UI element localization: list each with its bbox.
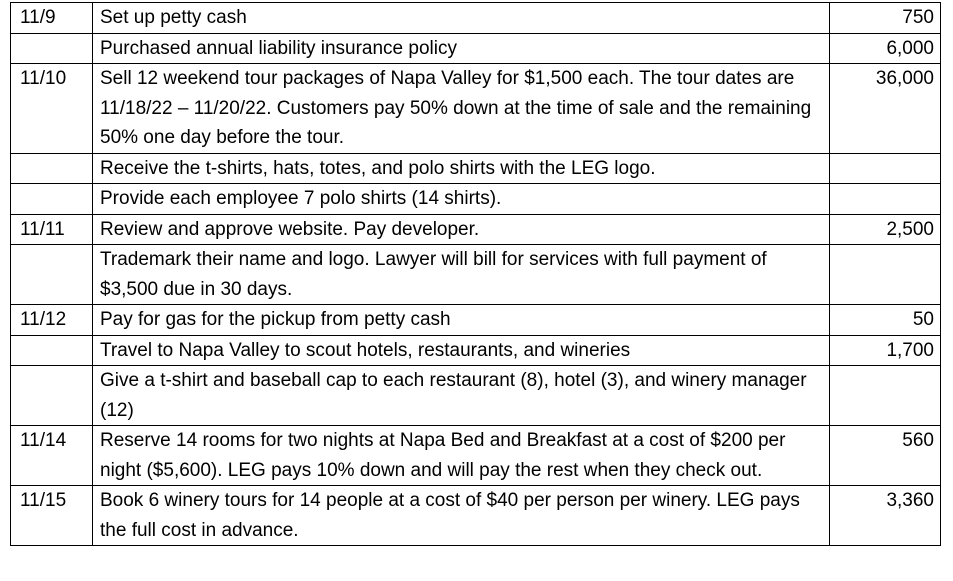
- table-row: [11, 184, 941, 215]
- description-cell: Provide each employee 7 polo shirts (14 shirts).: [93, 184, 830, 215]
- description-cell: Receive the t-shirts, hats, totes, and polo shirts with the LEG logo.: [93, 153, 830, 184]
- amount-cell: 50: [830, 305, 941, 336]
- description-cell: Trademark their name and logo. Lawyer will bill for services with full payment of $3,500 due in 30 days.: [93, 245, 830, 305]
- amount-cell: 560: [830, 426, 941, 486]
- date-cell: [11, 184, 93, 215]
- description-cell: Pay for gas for the pickup from petty cash: [93, 305, 830, 336]
- date-cell: [11, 335, 93, 366]
- transactions-sheet: [10, 2, 941, 546]
- description-cell: Reserve 14 rooms for two nights at Napa Bed and Breakfast at a cost of $200 per night ($5,600). LEG pays 10% down and will pay the rest when they check out.: [93, 426, 830, 486]
- table-row: [11, 486, 941, 546]
- table-row: [11, 214, 941, 245]
- amount-cell: 36,000: [830, 64, 941, 154]
- date-cell: 11/15: [11, 486, 93, 546]
- table-row: [11, 33, 941, 64]
- date-cell: [11, 366, 93, 426]
- table-row: [11, 335, 941, 366]
- description-cell: Review and approve website. Pay developer.: [93, 214, 830, 245]
- amount-cell: 6,000: [830, 33, 941, 64]
- date-cell: 11/14: [11, 426, 93, 486]
- amount-cell: 3,360: [830, 486, 941, 546]
- amount-cell: [830, 184, 941, 215]
- table-row: [11, 366, 941, 426]
- description-cell: Give a t-shirt and baseball cap to each restaurant (8), hotel (3), and winery manager (12): [93, 366, 830, 426]
- date-cell: 11/9: [11, 3, 93, 34]
- date-cell: [11, 245, 93, 305]
- amount-cell: 1,700: [830, 335, 941, 366]
- description-cell: Set up petty cash: [93, 3, 830, 34]
- amount-cell: [830, 245, 941, 305]
- amount-cell: 2,500: [830, 214, 941, 245]
- date-cell: [11, 33, 93, 64]
- date-cell: 11/12: [11, 305, 93, 336]
- date-cell: 11/10: [11, 64, 93, 154]
- table-row: [11, 153, 941, 184]
- description-cell: Purchased annual liability insurance policy: [93, 33, 830, 64]
- amount-cell: [830, 366, 941, 426]
- date-cell: 11/11: [11, 214, 93, 245]
- amount-cell: 750: [830, 3, 941, 34]
- description-cell: Travel to Napa Valley to scout hotels, restaurants, and wineries: [93, 335, 830, 366]
- date-cell: [11, 153, 93, 184]
- table-row: [11, 3, 941, 34]
- table-row: [11, 426, 941, 486]
- description-cell: Sell 12 weekend tour packages of Napa Valley for $1,500 each. The tour dates are 11/18/22 – 11/20/22. Customers pay 50% down at the time of sale and the remaining 50% one day before the tour.: [93, 64, 830, 154]
- table-row: [11, 245, 941, 305]
- table-row: [11, 305, 941, 336]
- table-row: [11, 64, 941, 154]
- transactions-table: [10, 2, 941, 546]
- description-cell: Book 6 winery tours for 14 people at a cost of $40 per person per winery. LEG pays the full cost in advance.: [93, 486, 830, 546]
- amount-cell: [830, 153, 941, 184]
